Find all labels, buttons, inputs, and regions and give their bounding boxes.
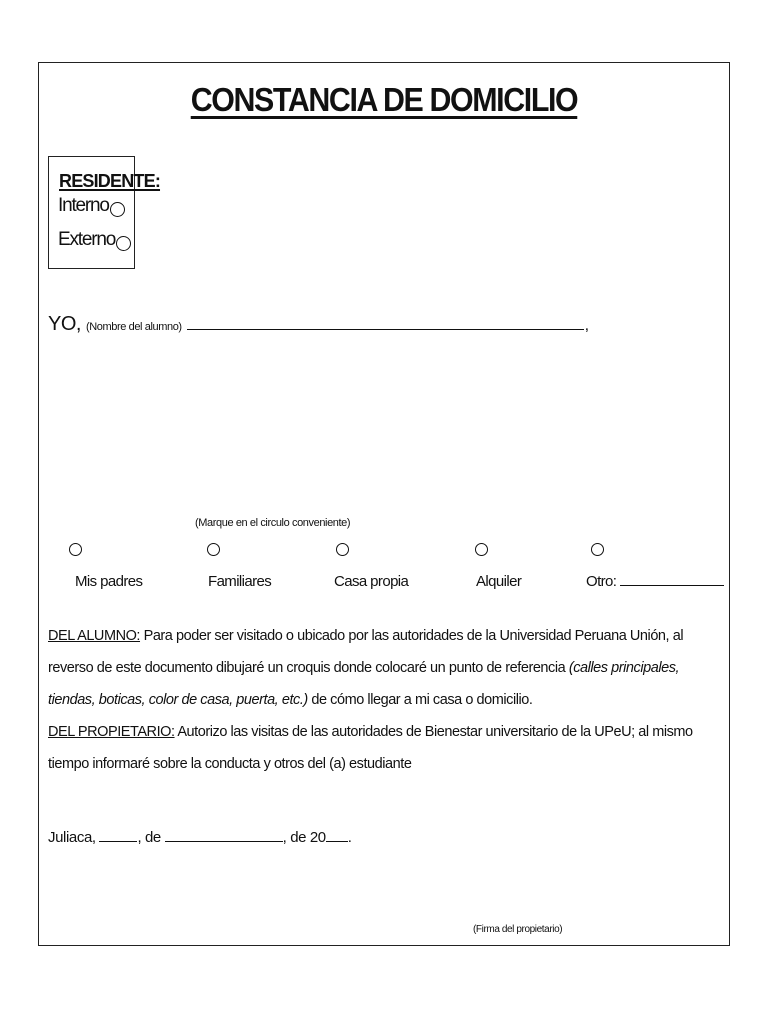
alumno-paragraph <box>48 620 724 716</box>
student-name-field[interactable] <box>187 317 584 330</box>
day-field[interactable] <box>99 829 137 842</box>
radio-circle-icon[interactable] <box>69 543 82 556</box>
option-label: Otro: <box>586 573 724 590</box>
propietario-paragraph <box>48 716 724 780</box>
date-de-year: , de 20 <box>282 829 326 846</box>
yo-label: YO, <box>48 313 81 335</box>
radio-circle-icon[interactable] <box>336 543 349 556</box>
residente-heading: RESIDENTE: <box>59 171 161 191</box>
option-label: Alquiler <box>476 573 522 590</box>
alumno-text: Para poder ser visitado o ubicado por las autoridades de la Universidad Peruana Unión, al reverso de este documento dibujaré un croquis donde colocaré un punto de referencia <box>48 628 684 676</box>
yo-comma: , <box>584 317 590 334</box>
residente-box <box>48 156 161 269</box>
radio-circle-icon[interactable] <box>475 543 488 556</box>
alumno-text-end: de cómo llegar a mi casa o domicilio. <box>307 692 533 708</box>
option-label: Familiares <box>208 573 272 590</box>
date-city: Juliaca, <box>48 829 96 846</box>
residente-option-label: Externo <box>58 229 116 250</box>
student-name-line <box>48 313 589 336</box>
residente-option-interno[interactable] <box>58 195 125 217</box>
owner-signature-label: (Firma del propietario) <box>473 924 563 935</box>
year-field[interactable] <box>326 829 348 842</box>
option-label: Casa propia <box>334 573 409 590</box>
document-page <box>38 62 730 946</box>
radio-circle-icon[interactable] <box>591 543 604 556</box>
alumno-text-italic: (calles principales, tiendas, boticas, color de casa, puerta, etc.) <box>48 660 680 708</box>
radio-circle-icon[interactable] <box>207 543 220 556</box>
document-title: CONSTANCIA DE DOMICILIO <box>190 81 578 118</box>
alumno-heading: DEL ALUMNO: <box>48 628 141 644</box>
student-name-hint: (Nombre del alumno) <box>85 321 182 333</box>
otro-field[interactable] <box>620 573 724 586</box>
date-de: , de <box>137 829 161 846</box>
radio-circle-icon[interactable] <box>110 202 125 217</box>
date-line <box>48 829 352 846</box>
propietario-text: Autorizo las visitas de las autoridades de Bienestar universitario de la UPeU; al mismo tiempo informaré sobre la conducta y otros del (a) estudiante <box>48 724 693 772</box>
radio-circle-icon[interactable] <box>116 236 131 251</box>
residente-option-label: Interno <box>58 195 109 216</box>
month-field[interactable] <box>165 829 283 842</box>
propietario-heading: DEL PROPIETARIO: <box>48 724 175 740</box>
options-hint: (Marque en el circulo conveniente) <box>195 517 351 529</box>
residente-option-externo[interactable] <box>58 229 131 251</box>
date-end: . <box>347 829 352 846</box>
option-label: Mis padres <box>75 573 143 590</box>
